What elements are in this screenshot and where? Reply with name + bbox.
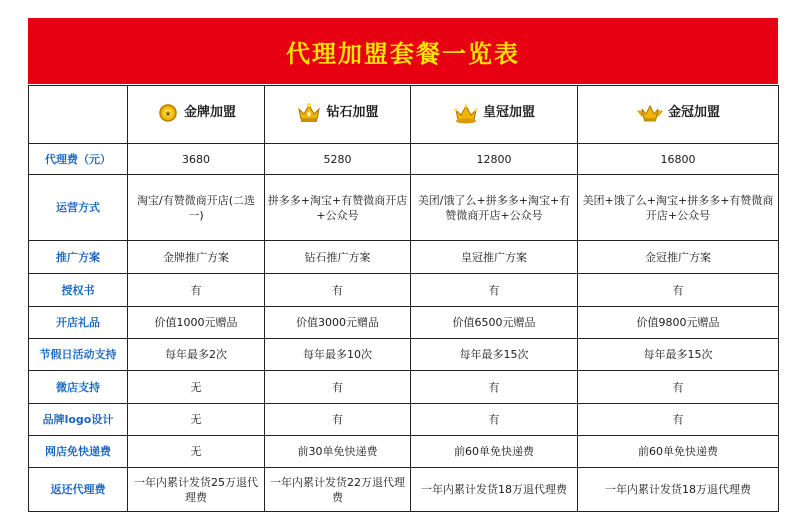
tier-name: 金牌加盟 — [183, 105, 236, 120]
gold-medal-icon — [156, 101, 180, 125]
row-label: 网店免快递费 — [29, 436, 128, 468]
row-microstore — [29, 371, 779, 404]
cell-value: 淘宝/有赞微商开店(二选一) — [128, 175, 265, 241]
cell-value: 价值3000元赠品 — [265, 307, 411, 339]
cell-value: 金牌推广方案 — [128, 241, 265, 274]
tier-header-royal — [411, 86, 578, 144]
cell-value: 有 — [578, 371, 779, 404]
cell-value: 一年内累计发货18万退代理费 — [411, 468, 578, 512]
row-label: 品牌logo设计 — [29, 404, 128, 436]
tier-name: 钻石加盟 — [326, 105, 379, 120]
row-label: 节假日活动支持 — [29, 339, 128, 371]
cell-value: 一年内累计发货25万退代理费 — [128, 468, 265, 512]
cell-value: 16800 — [578, 144, 779, 175]
cell-value: 每年最多2次 — [128, 339, 265, 371]
tier-header-gold-crown — [578, 86, 779, 144]
cell-value: 前60单免快递费 — [411, 436, 578, 468]
cell-value: 有 — [128, 274, 265, 307]
cell-value: 每年最多15次 — [411, 339, 578, 371]
title-banner — [28, 18, 778, 84]
plan-table — [28, 85, 779, 512]
row-label: 开店礼品 — [29, 307, 128, 339]
row-label: 运营方式 — [29, 175, 128, 241]
page-title: 代理加盟套餐一览表 — [286, 39, 520, 68]
row-label: 返还代理费 — [29, 468, 128, 512]
row-promotion — [29, 241, 779, 274]
row-label: 微店支持 — [29, 371, 128, 404]
row-gift — [29, 307, 779, 339]
cell-value: 皇冠推广方案 — [411, 241, 578, 274]
cell-value: 有 — [265, 371, 411, 404]
row-label: 授权书 — [29, 274, 128, 307]
row-operation — [29, 175, 779, 241]
cell-value: 一年内累计发货18万退代理费 — [578, 468, 779, 512]
cell-value: 一年内累计发货22万退代理费 — [265, 468, 411, 512]
cell-value: 12800 — [411, 144, 578, 175]
cell-value: 价值6500元赠品 — [411, 307, 578, 339]
svg-text:★: ★ — [164, 110, 172, 118]
cell-value: 有 — [578, 274, 779, 307]
cell-value: 金冠推广方案 — [578, 241, 779, 274]
row-fee — [29, 144, 779, 175]
cell-value: 每年最多10次 — [265, 339, 411, 371]
cell-value: 美团+饿了么+淘宝+拼多多+有赞微商开店+公众号 — [578, 175, 779, 241]
cell-value: 3680 — [128, 144, 265, 175]
cell-value: 有 — [265, 404, 411, 436]
cell-value: 前60单免快递费 — [578, 436, 779, 468]
royal-crown-icon — [453, 101, 479, 125]
row-label: 代理费（元） — [29, 144, 128, 175]
cell-value: 有 — [411, 371, 578, 404]
corner-cell — [29, 86, 128, 144]
row-logo-design — [29, 404, 779, 436]
tier-name: 皇冠加盟 — [482, 105, 535, 120]
cell-value: 钻石推广方案 — [265, 241, 411, 274]
cell-value: 有 — [411, 404, 578, 436]
tier-header-diamond — [265, 86, 411, 144]
cell-value: 5280 — [265, 144, 411, 175]
row-label: 推广方案 — [29, 241, 128, 274]
row-free-shipping — [29, 436, 779, 468]
tier-name: 金冠加盟 — [667, 105, 720, 120]
row-authorization — [29, 274, 779, 307]
cell-value: 有 — [265, 274, 411, 307]
cell-value: 拼多多+淘宝+有赞微商开店+公众号 — [265, 175, 411, 241]
cell-value: 无 — [128, 436, 265, 468]
row-holiday — [29, 339, 779, 371]
cell-value: 有 — [411, 274, 578, 307]
tier-header-gold — [128, 86, 265, 144]
cell-value: 美团/饿了么+拼多多+淘宝+有赞微商开店+公众号 — [411, 175, 578, 241]
cell-value: 价值9800元赠品 — [578, 307, 779, 339]
tier-header-row — [29, 86, 779, 144]
diamond-crown-icon — [296, 101, 322, 125]
gold-crown-icon — [636, 101, 664, 125]
cell-value: 有 — [578, 404, 779, 436]
cell-value: 每年最多15次 — [578, 339, 779, 371]
cell-value: 价值1000元赠品 — [128, 307, 265, 339]
cell-value: 无 — [128, 371, 265, 404]
cell-value: 前30单免快递费 — [265, 436, 411, 468]
cell-value: 无 — [128, 404, 265, 436]
